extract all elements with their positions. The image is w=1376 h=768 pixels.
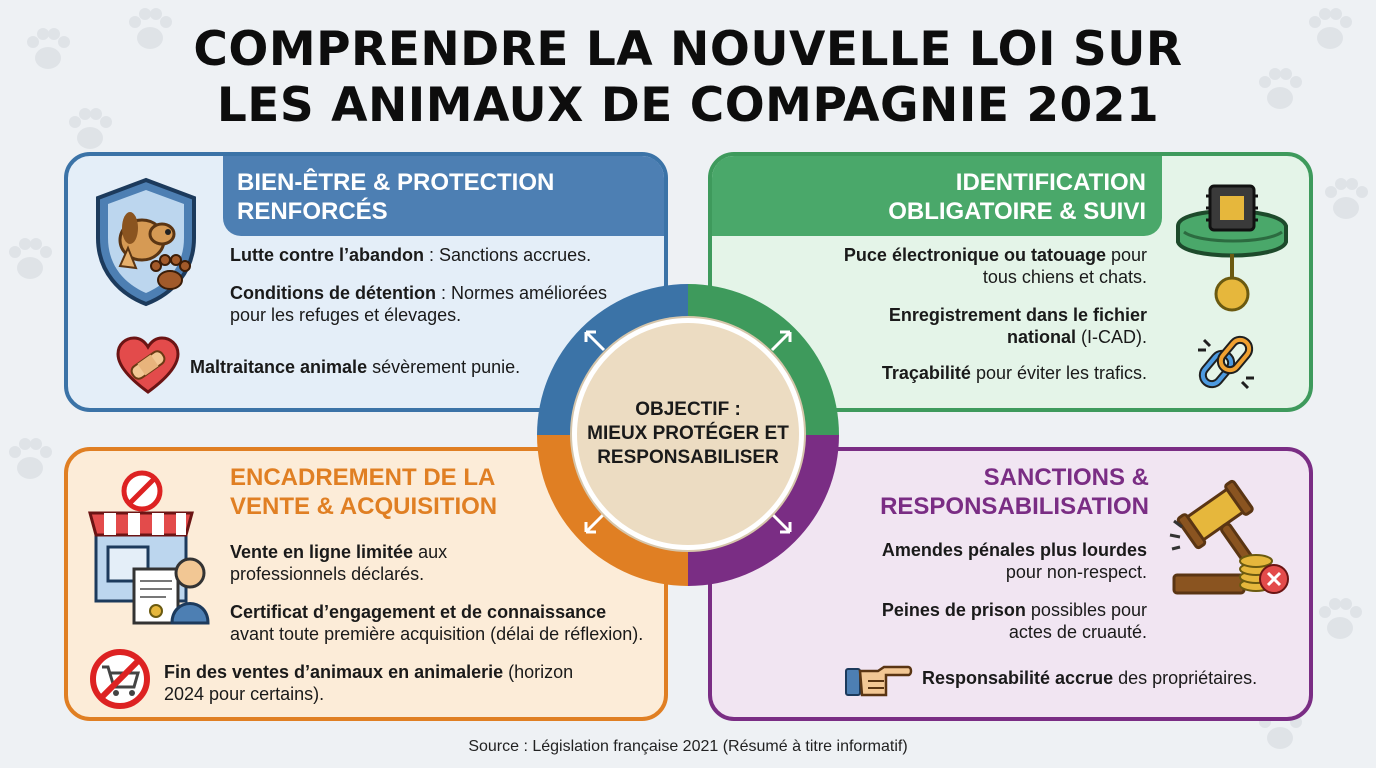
sanctions-item-2-text: possibles pour: [1025, 600, 1147, 620]
no-cart-icon: [88, 647, 152, 711]
identification-item-1-bold: Puce électronique ou tatouage: [843, 245, 1106, 265]
page-title: [0, 22, 1376, 134]
sale-heading-line-1: ENCADREMENT DE LA: [230, 464, 496, 491]
heart-bandage-icon: [116, 336, 180, 396]
welfare-heading-line-2: RENFORCÉS: [237, 198, 388, 225]
identification-item-3-text: pour éviter les trafics.: [970, 363, 1147, 383]
sanctions-item-1: [882, 539, 1147, 583]
objective-line-1: OBJECTIF :: [635, 399, 741, 420]
identification-item-2-bold-2: national: [1006, 327, 1076, 347]
welfare-item-1-bold: Lutte contre l’abandon: [230, 245, 425, 265]
sanctions-heading-line-2: RESPONSABILISATION: [880, 493, 1149, 520]
title-line-2: LES ANIMAUX DE COMPAGNIE 2021: [216, 78, 1160, 133]
sanctions-item-2: [882, 599, 1147, 643]
identification-heading-line-1: IDENTIFICATION: [955, 169, 1146, 196]
sale-heading: [230, 463, 497, 521]
objective-line-3: RESPONSABILISER: [597, 447, 779, 468]
sale-item-2-text-2: avant toute première acquisition (délai de réflexion).: [230, 624, 644, 644]
identification-item-2-text-2: (I-CAD).: [1076, 327, 1147, 347]
welfare-item-3-bold: Maltraitance animale: [190, 357, 368, 377]
sanctions-heading: [880, 463, 1149, 521]
gavel-icon: [1168, 475, 1298, 605]
identification-item-1: [844, 244, 1147, 288]
source-caption: Source : Législation française 2021 (Résumé à titre informatif): [468, 738, 908, 755]
paw-icon: [1316, 170, 1376, 230]
welfare-heading: [223, 156, 668, 236]
sanctions-item-3-text: des propriétaires.: [1113, 668, 1258, 688]
sanctions-item-1-bold: Amendes pénales plus lourdes: [881, 540, 1147, 560]
sale-item-3: [164, 661, 573, 705]
identification-item-2: [889, 304, 1147, 348]
sanctions-item-2-text-2: actes de cruauté.: [1008, 622, 1147, 642]
welfare-item-2-bold: Conditions de détention: [230, 283, 436, 303]
sanctions-item-3: [922, 667, 1257, 689]
sale-item-2: [230, 601, 643, 645]
welfare-item-1-text: : Sanctions accrues.: [424, 245, 592, 265]
sale-item-3-bold: Fin des ventes d’animaux en animalerie: [164, 662, 504, 682]
paw-icon: [1310, 590, 1370, 650]
collar-chip-icon: [1170, 178, 1294, 314]
objective-circle: [572, 318, 804, 550]
identification-item-1-text-2: tous chiens et chats.: [982, 267, 1147, 287]
title-line-1: COMPRENDRE LA NOUVELLE LOI SUR: [193, 22, 1183, 77]
sale-item-2-bold: Certificat d’engagement et de connaissance: [230, 602, 607, 622]
shield-dog-icon: [90, 176, 202, 308]
sale-item-1-text: aux: [413, 542, 448, 562]
sale-heading-line-2: VENTE & ACQUISITION: [230, 493, 498, 520]
shop-icon: [86, 469, 216, 629]
welfare-item-2-text: : Normes améliorées: [435, 283, 608, 303]
welfare-item-3: [190, 356, 520, 378]
sale-item-3-text-2: 2024 pour certains).: [164, 684, 325, 704]
sanctions-item-1-text-2: pour non-respect.: [1005, 562, 1147, 582]
sanctions-heading-line-1: SANCTIONS &: [983, 464, 1149, 491]
welfare-item-2: [230, 282, 607, 326]
sale-item-1-bold: Vente en ligne limitée: [230, 542, 414, 562]
identification-item-2-bold: Enregistrement dans le fichier: [888, 305, 1147, 325]
identification-item-3-bold: Traçabilité: [881, 363, 971, 383]
paw-icon: [0, 230, 60, 290]
identification-item-1-text: pour: [1105, 245, 1147, 265]
sale-item-3-text: (horizon: [503, 662, 574, 682]
welfare-heading-line-1: BIEN-ÊTRE & PROTECTION: [237, 169, 555, 196]
pointing-hand-icon: [844, 661, 914, 701]
chain-link-icon: [1196, 332, 1256, 396]
sale-item-1: [230, 541, 447, 585]
welfare-item-3-text: sévèrement punie.: [367, 357, 521, 377]
sanctions-item-3-bold: Responsabilité accrue: [922, 668, 1114, 688]
welfare-item-1: [230, 244, 591, 266]
identification-item-3: [882, 362, 1147, 384]
sanctions-item-2-bold: Peines de prison: [881, 600, 1026, 620]
welfare-item-2-text-2: pour les refuges et élevages.: [230, 305, 462, 325]
identification-heading-line-2: OBLIGATOIRE & SUIVI: [888, 198, 1146, 225]
sale-item-1-text-2: professionnels déclarés.: [230, 564, 425, 584]
objective-line-2: MIEUX PROTÉGER ET: [587, 423, 789, 444]
identification-heading: [712, 156, 1162, 236]
paw-icon: [0, 430, 60, 490]
